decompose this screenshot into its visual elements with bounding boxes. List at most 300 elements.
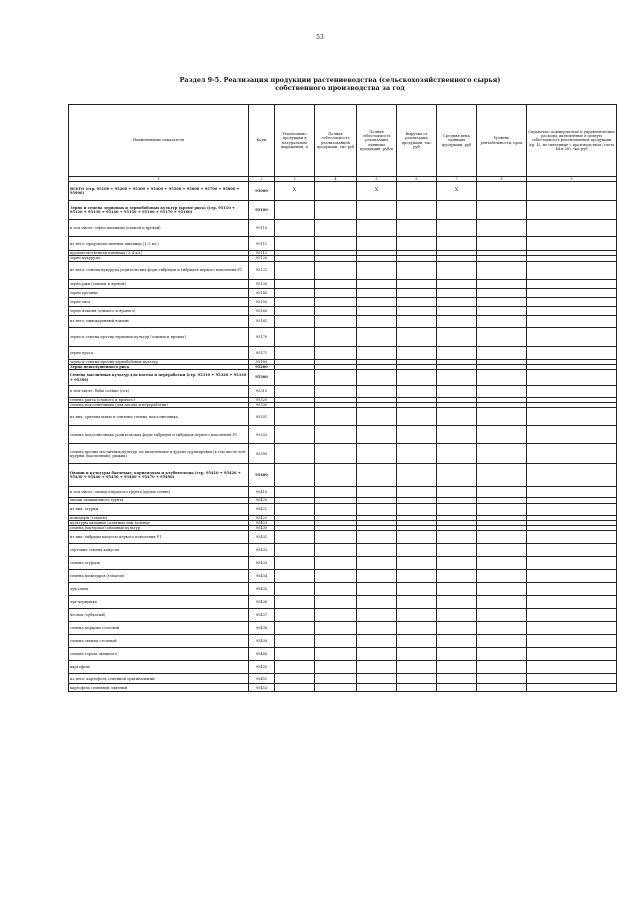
cell-full-cost <box>315 684 357 692</box>
cell-avg-price <box>437 596 477 609</box>
row-code: 95431 <box>249 531 275 544</box>
table-row <box>69 297 617 306</box>
cell-avg-price <box>437 503 477 515</box>
cell-avg-price <box>437 426 477 444</box>
cell-unit-cost <box>357 570 397 583</box>
cell-avg-price <box>437 648 477 661</box>
cell-profitability <box>477 408 527 426</box>
table-row <box>69 426 617 444</box>
cell-profitability <box>477 426 527 444</box>
cell-reference-expenses <box>527 674 617 684</box>
column-number: 8 <box>477 177 527 182</box>
table-row <box>69 288 617 297</box>
cell-profitability <box>477 182 527 201</box>
table-row <box>69 622 617 635</box>
cell-profitability <box>477 327 527 346</box>
row-name: зерно гречихи <box>69 288 249 297</box>
cell-reference-expenses <box>527 201 617 220</box>
cell-profitability <box>477 370 527 386</box>
cell-profitability <box>477 570 527 583</box>
cell-unit-cost <box>357 297 397 306</box>
cell-unit-cost <box>357 201 397 220</box>
cell-reference-expenses <box>527 544 617 557</box>
cell-quantity <box>275 596 315 609</box>
cell-quantity <box>275 288 315 297</box>
row-code: 95432 <box>249 544 275 557</box>
cell-profitability <box>477 531 527 544</box>
cell-profitability <box>477 279 527 288</box>
cell-full-cost <box>315 201 357 220</box>
row-code: 95112 <box>249 251 275 256</box>
cell-avg-price: X <box>437 182 477 201</box>
cell-profitability <box>477 261 527 279</box>
cell-quantity <box>275 201 315 220</box>
row-code: 95433 <box>249 557 275 570</box>
cell-revenue <box>397 684 437 692</box>
cell-unit-cost <box>357 596 397 609</box>
page-number: 53 <box>316 34 324 41</box>
row-code: 95440 <box>249 648 275 661</box>
table-row <box>69 346 617 359</box>
row-name: лук-севок <box>69 583 249 596</box>
cell-revenue <box>397 503 437 515</box>
cell-revenue <box>397 444 437 464</box>
row-code: 95140 <box>249 288 275 297</box>
cell-unit-cost <box>357 237 397 251</box>
cell-reference-expenses <box>527 182 617 201</box>
row-code: 95300 <box>249 370 275 386</box>
cell-quantity <box>275 674 315 684</box>
cell-reference-expenses <box>527 386 617 398</box>
cell-avg-price <box>437 306 477 315</box>
cell-reference-expenses <box>527 315 617 327</box>
table-row <box>69 531 617 544</box>
cell-profitability <box>477 648 527 661</box>
row-name: зерно ячменя (озимого и ярового) <box>69 306 249 315</box>
cell-quantity <box>275 346 315 359</box>
cell-unit-cost <box>357 684 397 692</box>
row-code: 95437 <box>249 609 275 622</box>
cell-quantity <box>275 570 315 583</box>
cell-quantity <box>275 531 315 544</box>
cell-avg-price <box>437 684 477 692</box>
cell-full-cost <box>315 315 357 327</box>
header-avg-price: Средняя цена единицы продукции, руб <box>437 105 477 177</box>
cell-full-cost <box>315 544 357 557</box>
cell-quantity <box>275 327 315 346</box>
cell-avg-price <box>437 674 477 684</box>
cell-revenue <box>397 297 437 306</box>
cell-profitability <box>477 609 527 622</box>
cell-reference-expenses <box>527 609 617 622</box>
cell-avg-price <box>437 544 477 557</box>
cell-quantity <box>275 583 315 596</box>
cell-revenue <box>397 648 437 661</box>
row-name: Овощи и культуры бахчевые, корнеплоды и клубнеплоды (стр. 95410 + 95420 + 95430 + 95440 + 95450 + 95460 + 95470 + 95490) <box>69 464 249 487</box>
row-code: 95438 <box>249 622 275 635</box>
row-name: зерно и семена прочих зерновых культур (озимых и яровых) <box>69 327 249 346</box>
cell-profitability <box>477 346 527 359</box>
cell-full-cost <box>315 220 357 237</box>
cell-unit-cost <box>357 583 397 596</box>
cell-avg-price <box>437 315 477 327</box>
cell-profitability <box>477 544 527 557</box>
column-number: 9 <box>527 177 617 182</box>
cell-full-cost <box>315 237 357 251</box>
cell-quantity <box>275 408 315 426</box>
cell-quantity <box>275 622 315 635</box>
cell-revenue <box>397 531 437 544</box>
cell-quantity <box>275 220 315 237</box>
cell-avg-price <box>437 557 477 570</box>
table-row <box>69 503 617 515</box>
row-name: из него: пивоваренный ячмень <box>69 315 249 327</box>
header-row <box>69 105 617 177</box>
table-row <box>69 648 617 661</box>
row-name: из него: картофель семенной оригинальный <box>69 674 249 684</box>
cell-profitability <box>477 220 527 237</box>
row-code: 95422 <box>249 515 275 520</box>
column-number: 7 <box>437 177 477 182</box>
row-code: 95111 <box>249 237 275 251</box>
cell-profitability <box>477 306 527 315</box>
cell-profitability <box>477 464 527 487</box>
row-code: 95180 <box>249 359 275 364</box>
cell-reference-expenses <box>527 622 617 635</box>
cell-revenue <box>397 288 437 297</box>
cell-profitability <box>477 487 527 498</box>
cell-avg-price <box>437 570 477 583</box>
cell-full-cost <box>315 464 357 487</box>
cell-quantity <box>275 487 315 498</box>
cell-profitability <box>477 444 527 464</box>
cell-avg-price <box>437 279 477 288</box>
cell-unit-cost <box>357 674 397 684</box>
cell-avg-price <box>437 327 477 346</box>
cell-profitability <box>477 583 527 596</box>
section-title <box>60 76 620 92</box>
cell-profitability <box>477 622 527 635</box>
cell-revenue <box>397 583 437 596</box>
row-code: 95330 <box>249 403 275 408</box>
section-title-line2: собственного производства за год <box>275 84 405 92</box>
row-code: 95310 <box>249 386 275 398</box>
row-code: 95420 <box>249 498 275 503</box>
row-name: в том числе: зерно пшеницы (озимой и яровой) <box>69 220 249 237</box>
row-code: 95121 <box>249 261 275 279</box>
cell-quantity <box>275 684 315 692</box>
cell-full-cost <box>315 297 357 306</box>
cell-reference-expenses <box>527 306 617 315</box>
table-row <box>69 661 617 674</box>
cell-unit-cost <box>357 315 397 327</box>
row-name: ВСЕГО (стр. 95100 + 95200 + 95300 + 95400 + 95500 + 95600 + 95700 + 95800 + 95900) <box>69 182 249 201</box>
cell-revenue <box>397 596 437 609</box>
cell-avg-price <box>437 220 477 237</box>
cell-avg-price <box>437 661 477 674</box>
row-name: помидоры (томаты) <box>69 515 249 520</box>
header-full-cost: Полная себестоимость реализованной продукции, тыс руб <box>315 105 357 177</box>
header-reference-expenses: Справочно: коммерческие и управленческие расходы, включенные в полную себестоимость реализованной продукции (гр. 4), не связанные с производством (счета 44 и 26), тыс руб <box>527 105 617 177</box>
table-row <box>69 444 617 464</box>
table-row <box>69 635 617 648</box>
row-name: зерно ржи (озимой и яровой) <box>69 279 249 288</box>
cell-revenue <box>397 426 437 444</box>
cell-profitability <box>477 315 527 327</box>
cell-full-cost <box>315 596 357 609</box>
row-code: 95423 <box>249 520 275 525</box>
cell-reference-expenses <box>527 426 617 444</box>
cell-full-cost <box>315 503 357 515</box>
cell-avg-price <box>437 346 477 359</box>
cell-revenue <box>397 182 437 201</box>
cell-avg-price <box>437 635 477 648</box>
cell-revenue <box>397 408 437 426</box>
cell-unit-cost <box>357 279 397 288</box>
table-row <box>69 674 617 684</box>
row-name: Зерно и семена зерновых и зернобобовых культур (кроме риса) (стр. 95110 + 95120 + 95130 + 95140 + 95150 + 95160 + 95170 + 95180) <box>69 201 249 220</box>
sales-table <box>68 104 617 692</box>
cell-quantity <box>275 306 315 315</box>
row-name: лук-чернушка <box>69 596 249 609</box>
cell-quantity <box>275 609 315 622</box>
cell-full-cost <box>315 622 357 635</box>
cell-quantity <box>275 464 315 487</box>
cell-quantity <box>275 661 315 674</box>
cell-revenue <box>397 622 437 635</box>
cell-unit-cost: X <box>357 182 397 201</box>
cell-unit-cost <box>357 464 397 487</box>
cell-avg-price <box>437 297 477 306</box>
cell-profitability <box>477 297 527 306</box>
table-row <box>69 557 617 570</box>
cell-full-cost <box>315 261 357 279</box>
table-row <box>69 487 617 498</box>
row-code: 95436 <box>249 596 275 609</box>
row-code: 95435 <box>249 583 275 596</box>
table-row <box>69 596 617 609</box>
table-row <box>69 261 617 279</box>
cell-reference-expenses <box>527 237 617 251</box>
table-row <box>69 327 617 346</box>
cell-profitability <box>477 201 527 220</box>
table-row <box>69 201 617 220</box>
row-name: семена огурцов <box>69 557 249 570</box>
cell-full-cost <box>315 531 357 544</box>
cell-avg-price <box>437 487 477 498</box>
cell-reference-expenses <box>527 261 617 279</box>
cell-unit-cost <box>357 635 397 648</box>
cell-full-cost <box>315 609 357 622</box>
cell-reference-expenses <box>527 487 617 498</box>
table-row <box>69 464 617 487</box>
cell-quantity <box>275 297 315 306</box>
cell-unit-cost <box>357 648 397 661</box>
cell-reference-expenses <box>527 464 617 487</box>
cell-unit-cost <box>357 370 397 386</box>
cell-avg-price <box>437 531 477 544</box>
row-code: 95332 <box>249 426 275 444</box>
cell-profitability <box>477 684 527 692</box>
cell-full-cost <box>315 346 357 359</box>
row-name: Семена масличных культур для посева и переработки (стр. 95310 + 95320 + 95330 + 95390) <box>69 370 249 386</box>
table-row <box>69 306 617 315</box>
cell-quantity <box>275 279 315 288</box>
row-code: 95120 <box>249 256 275 261</box>
header-unit-cost: Полная себестоимость реализации единицы продукции, руб/ц <box>357 105 397 177</box>
row-name: овощи защищенного грунта <box>69 498 249 503</box>
cell-revenue <box>397 661 437 674</box>
cell-avg-price <box>437 622 477 635</box>
row-name: в том числе: овощи открытого грунта (кроме семян) <box>69 487 249 498</box>
cell-reference-expenses <box>527 570 617 583</box>
cell-reference-expenses <box>527 635 617 648</box>
cell-revenue <box>397 557 437 570</box>
row-code: 95400 <box>249 464 275 487</box>
cell-reference-expenses <box>527 596 617 609</box>
cell-full-cost <box>315 288 357 297</box>
cell-full-cost <box>315 408 357 426</box>
cell-quantity <box>275 635 315 648</box>
table-row <box>69 279 617 288</box>
cell-revenue <box>397 674 437 684</box>
cell-unit-cost <box>357 306 397 315</box>
cell-unit-cost <box>357 220 397 237</box>
row-name: чеснок (зубчатый) <box>69 609 249 622</box>
table-body <box>69 182 617 692</box>
cell-full-cost <box>315 426 357 444</box>
table-row <box>69 315 617 327</box>
row-code: 95100 <box>249 201 275 220</box>
header-code: Коды <box>249 105 275 177</box>
cell-reference-expenses <box>527 327 617 346</box>
header-revenue: Выручка от реализации продукции, тыс руб <box>397 105 437 177</box>
table-row <box>69 370 617 386</box>
cell-reference-expenses <box>527 346 617 359</box>
cell-unit-cost <box>357 661 397 674</box>
row-code: 95170 <box>249 327 275 346</box>
cell-revenue <box>397 544 437 557</box>
table-row <box>69 544 617 557</box>
row-name: семена свеклы столовой <box>69 635 249 648</box>
row-code: 95410 <box>249 487 275 498</box>
cell-reference-expenses <box>527 583 617 596</box>
row-name: картофель <box>69 661 249 674</box>
cell-revenue <box>397 279 437 288</box>
row-code: 95161 <box>249 315 275 327</box>
cell-full-cost <box>315 648 357 661</box>
row-code: 95434 <box>249 570 275 583</box>
row-name: семена рапса (озимого и ярового) <box>69 398 249 403</box>
cell-unit-cost <box>357 503 397 515</box>
cell-quantity <box>275 237 315 251</box>
row-name: семена подсолнечника родительских форм гибридов и гибридов первого поколения F1 <box>69 426 249 444</box>
row-name: Зерно нешелушенного риса <box>69 364 249 369</box>
cell-avg-price <box>437 386 477 398</box>
row-code: 95000 <box>249 182 275 201</box>
cell-revenue <box>397 346 437 359</box>
cell-revenue <box>397 370 437 386</box>
row-code: 95439 <box>249 635 275 648</box>
row-code: 95452 <box>249 684 275 692</box>
cell-revenue <box>397 306 437 315</box>
cell-revenue <box>397 220 437 237</box>
cell-quantity <box>275 648 315 661</box>
row-code: 95331 <box>249 408 275 426</box>
cell-quantity <box>275 315 315 327</box>
header-quantity: Реализовано продукции в натуральном выражении, ц <box>275 105 315 177</box>
cell-reference-expenses <box>527 297 617 306</box>
cell-profitability <box>477 635 527 648</box>
header-name: Наименование показателя <box>69 105 249 177</box>
cell-avg-price <box>437 583 477 596</box>
cell-full-cost <box>315 279 357 288</box>
cell-revenue <box>397 386 437 398</box>
cell-revenue <box>397 609 437 622</box>
row-name: семена подсолнечника (для посева и переработки) <box>69 403 249 408</box>
row-name: из них: огурцы <box>69 503 249 515</box>
cell-avg-price <box>437 237 477 251</box>
cell-unit-cost <box>357 444 397 464</box>
row-name: продовольственная пшеница (3–4 кл.) <box>69 251 249 256</box>
cell-quantity <box>275 544 315 557</box>
table-row <box>69 609 617 622</box>
cell-reference-expenses <box>527 648 617 661</box>
cell-profitability <box>477 386 527 398</box>
cell-avg-price <box>437 609 477 622</box>
column-number: 4 <box>315 177 357 182</box>
table-row <box>69 386 617 398</box>
row-name: картофель семенной элитный <box>69 684 249 692</box>
column-number: 6 <box>397 177 437 182</box>
row-name: в том числе: бобы соевые (соя) <box>69 386 249 398</box>
cell-profitability <box>477 288 527 297</box>
column-number: 3 <box>275 177 315 182</box>
cell-unit-cost <box>357 327 397 346</box>
cell-reference-expenses <box>527 288 617 297</box>
section-title-line1: Раздел 9-5. Реализация продукции растениеводства (сельскохозяйственного сырья) <box>179 76 501 84</box>
table-row <box>69 182 617 201</box>
cell-profitability <box>477 237 527 251</box>
table-row <box>69 408 617 426</box>
cell-revenue <box>397 570 437 583</box>
row-code: 95451 <box>249 674 275 684</box>
row-name: зерно проса <box>69 346 249 359</box>
cell-unit-cost <box>357 531 397 544</box>
row-name: из него: семена кукурузы родительских форм гибридов и гибридов первого поколения F1 <box>69 261 249 279</box>
cell-quantity <box>275 426 315 444</box>
cell-reference-expenses <box>527 503 617 515</box>
row-code: 95390 <box>249 444 275 464</box>
row-name: семена прочих масличных культур, не включенные в другие группировки (в том числе лен-кудряш (масличный), рыжик) <box>69 444 249 464</box>
table-row <box>69 237 617 251</box>
cell-quantity <box>275 503 315 515</box>
cell-full-cost <box>315 444 357 464</box>
row-code: 95110 <box>249 220 275 237</box>
row-name: семена (материал) овощных культур <box>69 526 249 531</box>
cell-full-cost <box>315 327 357 346</box>
row-code: 95430 <box>249 526 275 531</box>
cell-profitability <box>477 503 527 515</box>
cell-unit-cost <box>357 386 397 398</box>
cell-unit-cost <box>357 408 397 426</box>
row-code: 95130 <box>249 279 275 288</box>
row-code: 95160 <box>249 306 275 315</box>
row-code: 95421 <box>249 503 275 515</box>
table-row <box>69 583 617 596</box>
row-name: зерно кукурузы <box>69 256 249 261</box>
header-profitability: Уровень рентабельности, проц <box>477 105 527 177</box>
